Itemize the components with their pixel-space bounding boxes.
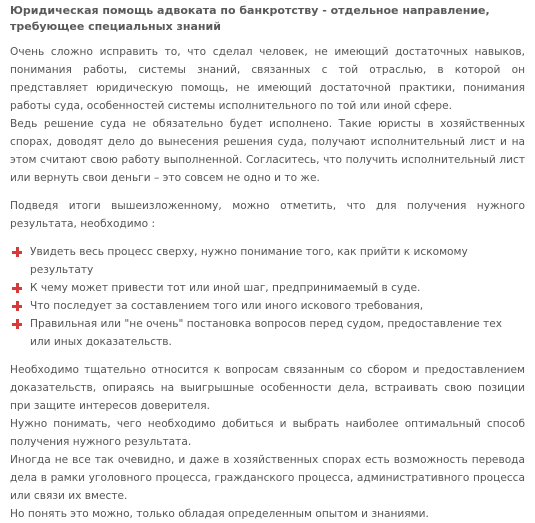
spacer <box>10 233 525 243</box>
spacer <box>10 351 525 361</box>
list-item <box>10 315 525 351</box>
list-item <box>10 279 525 297</box>
spacer <box>10 187 525 197</box>
red-cross-icon <box>12 319 22 329</box>
paragraph-6: Иногда не все так очевидно, и даже в хозяйственных спорах есть возможность перевода дела в рамки уголовного процесса, гражданского процесса, административного процесса или связи их вместе. <box>10 454 525 502</box>
red-cross-icon <box>12 301 22 311</box>
paragraph-4: Необходимо тщательно относится к вопросам связанным со сбором и предоставлением доказательств, опираясь на выигрышные особенности дела, встраивать свою позиции при защите интересов доверителя. <box>10 364 525 412</box>
list-item <box>10 243 525 279</box>
list-item-text: Правильная или "не очень" постановка вопросов перед судом, предоставление тех или иных доказательств. <box>30 318 502 348</box>
list-item <box>10 297 525 315</box>
paragraph-7: Но понять это можно, только обладая определенным опытом и знаниями. <box>10 508 429 520</box>
requirements-list <box>10 243 525 351</box>
list-item-text: К чему может привести тот или иной шаг, предпринимаемый в суде. <box>30 282 421 294</box>
red-cross-icon <box>12 247 22 257</box>
paragraph-1: Очень сложно исправить то, что сделал человек, не имеющий достаточных навыков, понимания работы, системы знаний, связанных с той отраслью, в которой он представляет юридическую помощь, не имеющий достаточной практики, понимания работы суда, особенностей системы исполнительного по той или иной сфере. <box>10 46 525 112</box>
list-item-text: Увидеть весь процесс сверху, нужно понимание того, как прийти к искомому результату <box>30 246 468 276</box>
red-cross-icon <box>12 283 22 293</box>
list-item-text: Что последует за составлением того или иного искового требования, <box>30 300 424 312</box>
paragraph-3: Подведя итоги вышеизложенному, можно отметить, что для получения нужного результата, необходимо : <box>10 200 525 230</box>
paragraph-2: Ведь решение суда не обязательно будет исполнено. Такие юристы в хозяйственных спорах, доводят дело до вынесения решения суда, получают исполнительный лист и на этом считают свою работу выполненной. Согласитесь, что получить исполнительный лист или вернуть свои деньги – это совсем не одно и то же. <box>10 118 525 184</box>
paragraph-5: Нужно понимать, чего необходимо добиться и выбрать наиболее оптимальный способ получения нужного результата. <box>10 418 525 448</box>
article-title: Юридическая помощь адвоката по банкротству - отдельное направление, требующее специальных знаний <box>10 4 490 33</box>
